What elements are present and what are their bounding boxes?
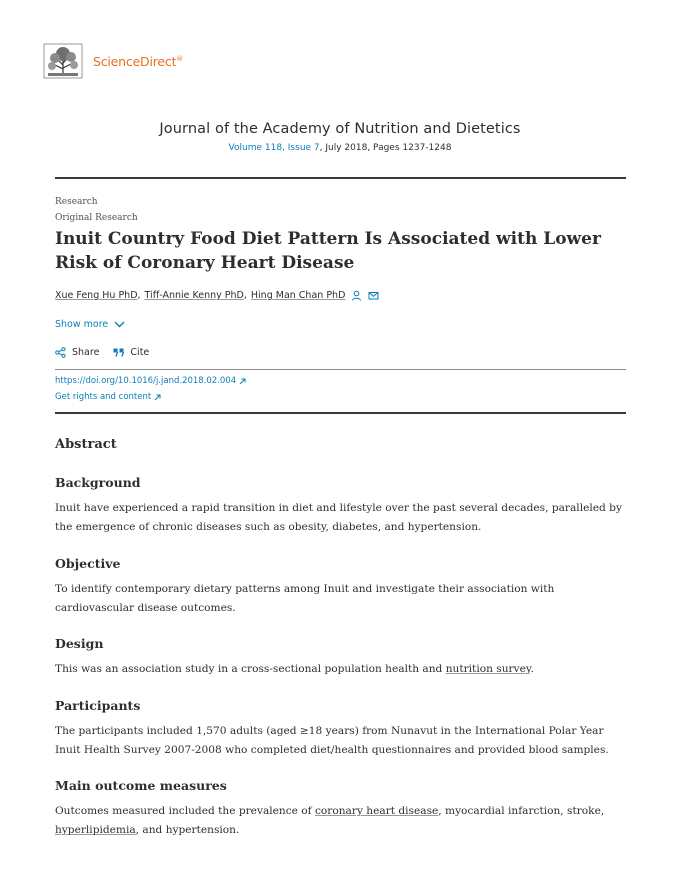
design-text-start: This was an association study in a cross-sectional population health and xyxy=(55,663,446,675)
article-subtype: Original Research xyxy=(55,213,138,223)
external-link-icon xyxy=(239,378,246,385)
volume-issue-link[interactable]: Volume 118, Issue 7 xyxy=(228,143,320,153)
person-icon[interactable] xyxy=(351,290,362,301)
abstract-top-divider xyxy=(55,412,626,414)
doi-link[interactable] xyxy=(55,376,246,386)
nutrition-survey-link[interactable]: nutrition survey xyxy=(445,663,531,675)
author-link[interactable]: Xue Feng Hu PhD xyxy=(55,290,138,301)
show-more-label: Show more xyxy=(55,319,109,330)
quote-icon xyxy=(113,348,124,357)
external-link-icon xyxy=(154,394,161,401)
issue-details: , July 2018, Pages 1237-1248 xyxy=(319,143,452,153)
share-button[interactable] xyxy=(55,347,99,358)
section-heading-background: Background xyxy=(55,475,141,490)
outcomes-text-end: , and hypertension. xyxy=(135,824,240,836)
coronary-heart-disease-link[interactable]: coronary heart disease xyxy=(314,805,439,817)
cite-button[interactable] xyxy=(113,347,149,358)
section-heading-participants: Participants xyxy=(55,698,141,713)
email-icon[interactable] xyxy=(368,290,379,301)
outcomes-text-middle: , myocardial infarction, stroke, xyxy=(438,805,605,817)
abstract-heading: Abstract xyxy=(55,437,117,452)
volume-issue-line xyxy=(0,143,680,153)
section-heading-objective: Objective xyxy=(55,556,121,571)
share-icon xyxy=(55,347,66,358)
share-label: Share xyxy=(72,347,100,358)
section-text-objective: To identify contemporary dietary patterns among Inuit and investigate their association with cardiovascular disease outcomes. xyxy=(55,583,555,614)
author-list xyxy=(55,290,379,301)
logo-text: ScienceDirect® xyxy=(93,53,184,69)
article-type: Research xyxy=(55,197,98,207)
header-divider xyxy=(55,177,626,179)
show-more-button[interactable] xyxy=(55,319,125,330)
outcomes-text-start: Outcomes measured included the prevalence of xyxy=(55,805,315,817)
section-heading-design: Design xyxy=(55,636,104,651)
article-actions xyxy=(55,347,163,358)
section-text-background: Inuit have experienced a rapid transition in diet and lifestyle over the past several decades, paralleled by the emergence of chronic diseases such as obesity, diabetes, and hypertension. xyxy=(55,502,622,533)
design-text-end: . xyxy=(530,663,534,675)
section-text-outcomes xyxy=(55,802,630,840)
doi-text: https://doi.org/10.1016/j.jand.2018.02.004 xyxy=(55,376,237,386)
hyperlipidemia-link[interactable]: hyperlipidemia xyxy=(55,824,136,836)
chevron-down-icon xyxy=(114,321,125,328)
journal-title[interactable]: Journal of the Academy of Nutrition and Dietetics xyxy=(159,121,521,137)
section-text-design xyxy=(55,660,630,679)
sciencedirect-logo[interactable] xyxy=(43,43,183,79)
author-separator: , xyxy=(243,290,247,301)
author-link[interactable]: Tiff-Annie Kenny PhD xyxy=(144,290,244,301)
doi-top-divider xyxy=(55,369,626,370)
rights-text: Get rights and content xyxy=(55,392,152,402)
elsevier-tree-icon xyxy=(43,43,83,79)
section-text-participants: The participants included 1,570 adults (aged ≥18 years) from Nunavut in the International Polar Year Inuit Health Survey 2007-2008 who completed diet/health questionnaires and provided blood samples. xyxy=(55,725,609,756)
author-separator: , xyxy=(137,290,141,301)
author-link[interactable]: Hing Man Chan PhD xyxy=(250,290,346,301)
section-heading-outcomes: Main outcome measures xyxy=(55,778,227,793)
cite-label: Cite xyxy=(130,347,150,358)
rights-link[interactable] xyxy=(55,392,161,402)
article-title: Inuit Country Food Diet Pattern Is Associated with Lower Risk of Coronary Heart Disease xyxy=(55,229,601,273)
